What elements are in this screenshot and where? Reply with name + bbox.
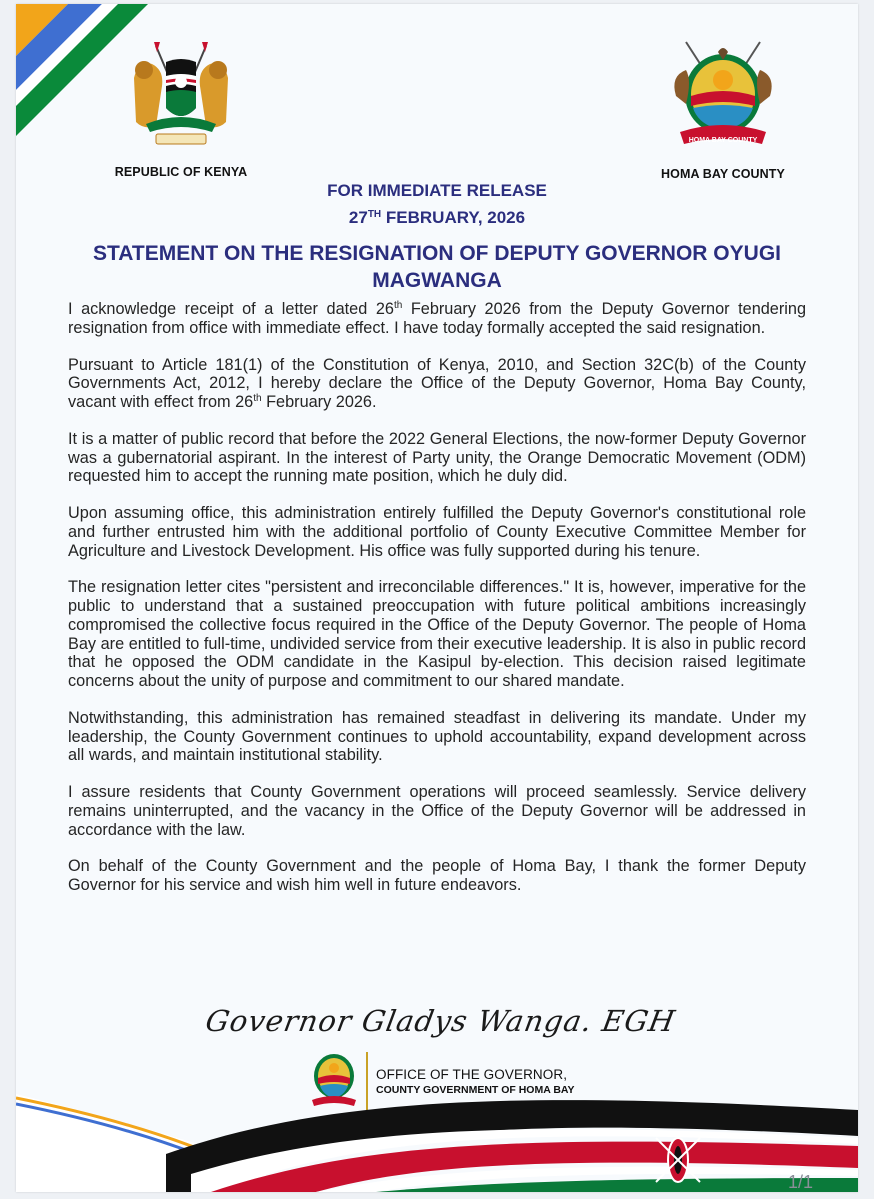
paragraph-7: I assure residents that County Government operations will proceed seamlessly. Service delivery remains uninterrupted, and the vacancy in the Office of the Deputy Governor will be addressed in accordance with the law.: [68, 783, 806, 839]
paragraph-6: Notwithstanding, this administration has remained steadfast in delivering its mandate. Under my leadership, the County Government continues to uphold accountability, expand development across all wards, and maintain institutional stability.: [68, 708, 806, 765]
homa-bay-crest-ribbon: HOMA BAY COUNTY: [688, 137, 758, 144]
kenya-crest-icon: [116, 38, 246, 156]
paragraph-8: On behalf of the County Government and the people of Homa Bay, I thank the former Deputy Governor for his service and wish him well in future endeavors.: [68, 857, 806, 895]
governor-signature: Governor Gladys Wanga. EGH: [203, 1004, 679, 1038]
release-date: 27TH FEBRUARY, 2026: [348, 208, 526, 227]
republic-of-kenya-label: REPUBLIC OF KENYA: [114, 165, 248, 179]
paragraph-4: Upon assuming office, this administration entirely fulfilled the Deputy Governor's constitutional role and further entrusted him with the additional portfolio of County Executive Committee Member for Agriculture and Livestock Development. His office was fully supported during his tenure.: [68, 504, 806, 560]
office-of-governor-label: OFFICE OF THE GOVERNOR,: [376, 1067, 568, 1082]
press-release-sheet: [16, 4, 858, 1192]
homa-bay-crest-icon: [658, 36, 788, 158]
county-government-label: COUNTY GOVERNMENT OF HOMA BAY: [376, 1084, 575, 1096]
statement-title: STATEMENT ON THE RESIGNATION OF DEPUTY GOVERNOR OYUGI MAGWANGA: [93, 242, 781, 292]
page-indicator: 1/1: [788, 1172, 814, 1192]
kenya-coat-of-arms: [106, 38, 256, 179]
paragraph-1: I acknowledge receipt of a letter dated 26th February 2026 from the Deputy Governor tendering resignation from office with immediate effect. I have today formally accepted the said resignation.: [68, 300, 807, 337]
paragraph-2: Pursuant to Article 181(1) of the Constitution of Kenya, 2010, and Section 32C(b) of the County Governments Act, 2012, I hereby declare the Office of the Deputy Governor, Homa Bay County, vacant with effect from 26th February 2026.: [68, 355, 806, 411]
statement-body: [68, 300, 806, 913]
homa-bay-county-crest: [638, 36, 808, 181]
kenya-flag-wave-decoration: [16, 1084, 858, 1192]
homa-bay-county-label: HOMA BAY COUNTY: [661, 167, 785, 181]
release-label: FOR IMMEDIATE RELEASE: [327, 181, 547, 200]
paragraph-5: The resignation letter cites "persistent and irreconcilable differences." It is, however, imperative for the public to understand that a sustained preoccupation with future political ambitions increasingly compromised the collective focus required in the Office of the Deputy Governor. The people of Homa Bay are entitled to full-time, undivided service from their executive leadership. It is also in public record that he opposed the ODM candidate in the Kasipul by-election. This decision raised legitimate concerns about the unity of purpose and commitment to our shared mandate.: [68, 578, 806, 690]
paragraph-3: It is a matter of public record that before the 2022 General Elections, the now-former Deputy Governor was a gubernatorial aspirant. In the interest of Party unity, the Orange Democratic Movement (ODM) requested him to accept the running mate position, which he duly did.: [68, 429, 806, 486]
